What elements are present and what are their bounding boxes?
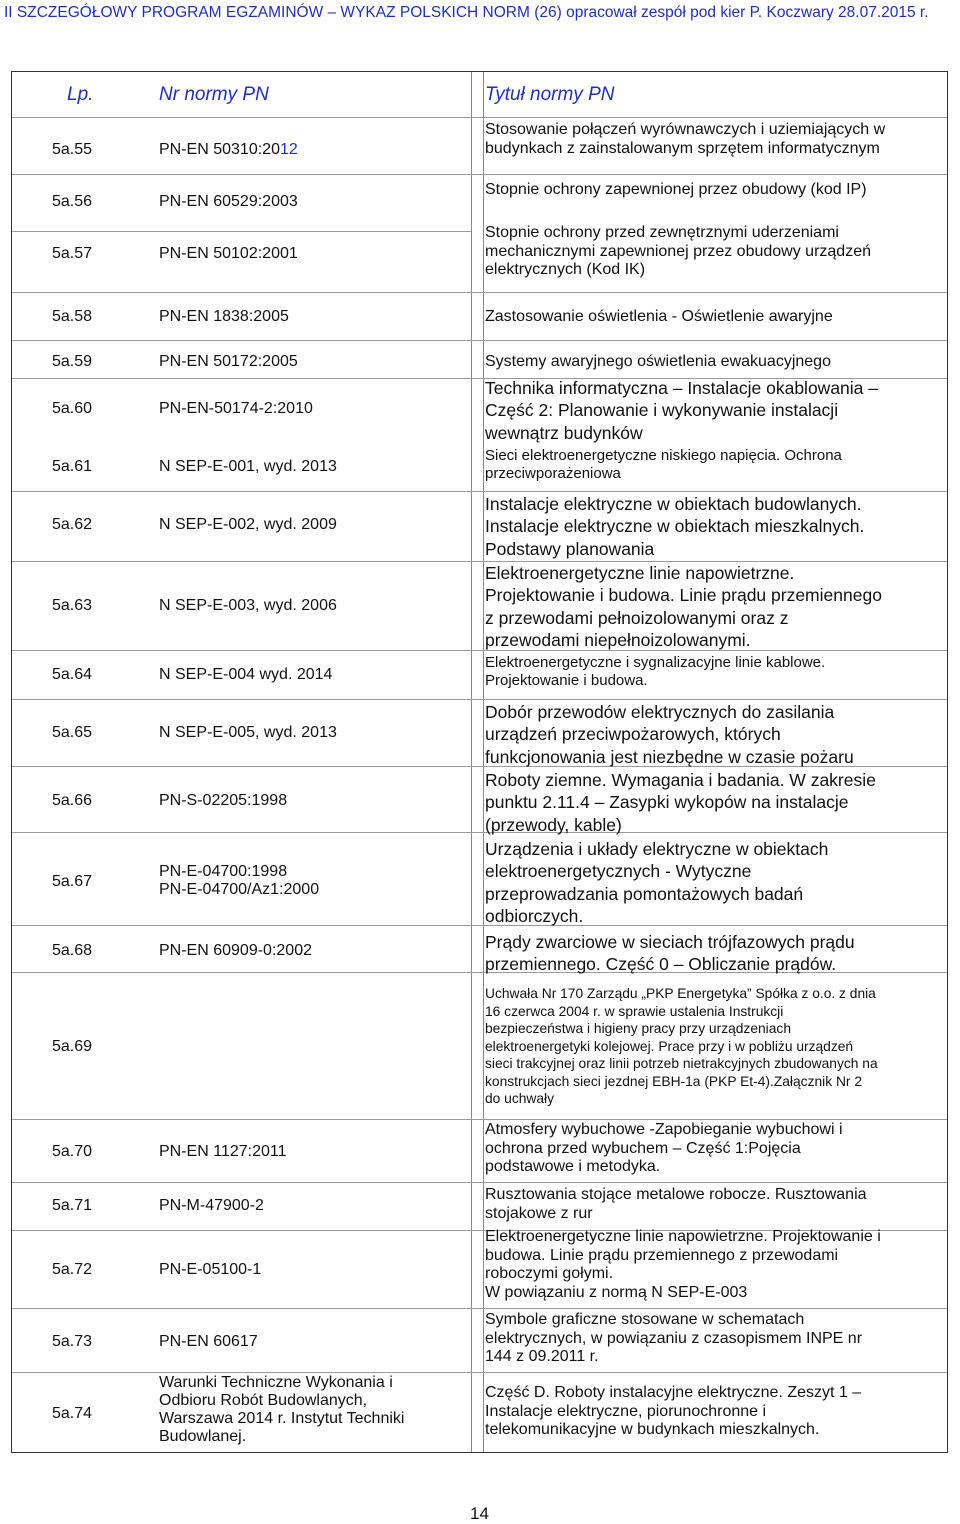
row-title: Urządzenia i układy elektryczne w obiektach elektroenergetycznych - Wytyczne przeprowadzania pomontażowych badań odbiorczych. (485, 839, 829, 927)
row-standard-number: PN-EN 1127:2011 (159, 1143, 287, 1160)
row-lp: 5a.73 (52, 1333, 93, 1350)
row-lp: 5a.57 (52, 245, 93, 262)
row-lp: 5a.70 (52, 1143, 93, 1160)
row-lp: 5a.64 (52, 666, 93, 683)
row-standard-number: PN-E-05100-1 (159, 1261, 262, 1278)
row-separator (12, 340, 947, 341)
row-lp: 5a.58 (52, 308, 93, 325)
row-standard-number: PN-EN 50102:2001 (159, 245, 298, 262)
row-standard-number: PN-EN 60909-0:2002 (159, 942, 312, 959)
row-separator (12, 699, 947, 700)
row-lp: 5a.62 (52, 516, 93, 533)
row-title: Rusztowania stojące metalowe robocze. Rusztowania stojakowe z rur (485, 1186, 867, 1222)
row-lp: 5a.66 (52, 792, 93, 809)
row-lp: 5a.69 (52, 1038, 93, 1055)
column-divider (471, 72, 472, 1452)
row-lp: 5a.59 (52, 353, 93, 370)
row-separator (12, 1182, 947, 1183)
row-title: Zastosowanie oświetlenia - Oświetlenie awaryjne (485, 308, 833, 325)
row-title: Symbole graficzne stosowane w schematach elektrycznych, w powiązaniu z czasopismem INPE nr 144 z 09.2011 r. (485, 1311, 863, 1366)
row-lp: 5a.67 (52, 873, 93, 890)
row-title: Sieci elektroenergetyczne niskiego napięcia. Ochrona przeciwporażeniowa (485, 447, 842, 482)
row-title: Roboty ziemne. Wymagania i badania. W zakresie punktu 2.11.4 – Zasypki wykopów na instalacje (przewody, kable) (485, 770, 876, 835)
row-title: Stosowanie połączeń wyrównawczych i uziemiających w budynkach z zainstalowanym sprzętem informatycznym (485, 121, 886, 157)
row-standard-number: N SEP-E-001, wyd. 2013 (159, 458, 337, 475)
row-standard-number: PN-EN 50172:2005 (159, 353, 298, 370)
row-standard-number: N SEP-E-003, wyd. 2006 (159, 597, 337, 614)
row-title: Technika informatyczna – Instalacje okablowania – Część 2: Planowanie i wykonywanie instalacji wewnątrz budynków (485, 378, 878, 443)
row-standard-number: PN-E-04700:1998 PN-E-04700/Az1:2000 (159, 863, 320, 898)
row-standard-number: PN-M-47900-2 (159, 1197, 264, 1214)
row-title: Atmosfery wybuchowe -Zapobieganie wybuchowi i ochrona przed wybuchem – Część 1:Pojęcia podstawowe i metodyka. (485, 1121, 843, 1176)
row-lp: 5a.68 (52, 942, 93, 959)
row-standard-number: N SEP-E-004 wyd. 2014 (159, 666, 333, 683)
row-title: Część D. Roboty instalacyjne elektryczne. Zeszyt 1 – Instalacje elektryczne, piorunochronne i telekomunikacyjne w budynkach mieszkalnych. (485, 1384, 862, 1439)
row-title: Elektroenergetyczne i sygnalizacyjne linie kablowe. Projektowanie i budowa. (485, 654, 826, 689)
row-separator (12, 1308, 947, 1309)
row-separator (12, 174, 947, 175)
row-title: Uchwała Nr 170 Zarządu „PKP Energetyka” Spółka z o.o. z dnia 16 czerwca 2004 r. w sprawie ustalenia Instrukcji bezpieczeństwa i higieny pracy przy urządzeniach elektroenergetyki kolejowej. Prace przy i w pobliżu urządzeń sieci trakcyjnej oraz linii potrzeb nietrakcyjnych zbudowanych na konstrukcjach sieci jezdnej EBH-1a (PKP Et-4).Załącznik Nr 2 do uchwały (485, 986, 878, 1107)
row-standard-number: PN-EN 60529:2003 (159, 193, 298, 210)
row-standard-number: PN-S-02205:1998 (159, 792, 288, 809)
row-title: Stopnie ochrony przed zewnętrznymi uderzeniami mechanicznymi zapewnionej przez obudowy urządzeń elektrycznych (Kod IK) (485, 224, 871, 279)
row-lp: 5a.71 (52, 1197, 93, 1214)
row-lp: 5a.60 (52, 400, 93, 417)
column-header-title: Tytuł normy PN (485, 84, 615, 105)
row-standard-number: PN-EN-50174-2:2010 (159, 400, 313, 417)
column-header-nr: Nr normy PN (159, 84, 269, 105)
row-standard-number: PN-EN 50310:2012 (159, 141, 298, 158)
row-title: Elektroenergetyczne linie napowietrzne. Projektowanie i budowa. Linie prądu przemiennego z przewodami pełnoizolowanymi oraz z przewodami niepełnoizolowanymi. (485, 563, 882, 651)
row-standard-number: N SEP-E-005, wyd. 2013 (159, 724, 337, 741)
column-divider (483, 72, 484, 1452)
row-lp: 5a.65 (52, 724, 93, 741)
row-title: Stopnie ochrony zapewnionej przez obudowy (kod IP) (485, 181, 867, 198)
column-header-lp: Lp. (67, 84, 94, 105)
row-standard-number: N SEP-E-002, wyd. 2009 (159, 516, 337, 533)
row-lp: 5a.72 (52, 1261, 93, 1278)
row-title: Elektroenergetyczne linie napowietrzne. Projektowanie i budowa. Linie prądu przemiennego z przewodami roboczymi gołymi. W powiązaniu z normą N SEP-E-003 (485, 1228, 881, 1302)
row-separator (12, 231, 471, 232)
row-standard-number: Warunki Techniczne Wykonania i Odbioru Robót Budowlanych, Warszawa 2014 r. Instytut Techniki Budowlanej. (159, 1374, 405, 1445)
row-title: Prądy zwarciowe w sieciach trójfazowych prądu przemiennego. Część 0 – Obliczanie prądów. (485, 932, 855, 975)
row-title: Instalacje elektryczne w obiektach budowlanych. Instalacje elektryczne w obiektach mieszkalnych. Podstawy planowania (485, 494, 865, 559)
page-number: 14 (470, 1504, 489, 1523)
row-standard-number: PN-EN 1838:2005 (159, 308, 289, 325)
row-lp: 5a.74 (52, 1405, 93, 1422)
row-lp: 5a.63 (52, 597, 93, 614)
row-standard-number: PN-EN 60617 (159, 1333, 258, 1350)
row-lp: 5a.55 (52, 141, 93, 158)
row-separator (12, 1119, 947, 1120)
row-lp: 5a.61 (52, 458, 93, 475)
row-separator (12, 117, 947, 118)
row-separator (12, 292, 947, 293)
row-title: Systemy awaryjnego oświetlenia ewakuacyjnego (485, 353, 831, 370)
document-header: II SZCZEGÓŁOWY PROGRAM EGZAMINÓW – WYKAZ POLSKICH NORM (26) opracował zespół pod kier P. Koczwary 28.07.2015 r. (4, 4, 929, 21)
row-separator (12, 1372, 947, 1373)
row-title: Dobór przewodów elektrycznych do zasilania urządzeń przeciwpożarowych, których funkcjonowania jest niezbędne w czasie pożaru (485, 702, 854, 767)
row-lp: 5a.56 (52, 193, 93, 210)
row-separator (12, 491, 947, 492)
